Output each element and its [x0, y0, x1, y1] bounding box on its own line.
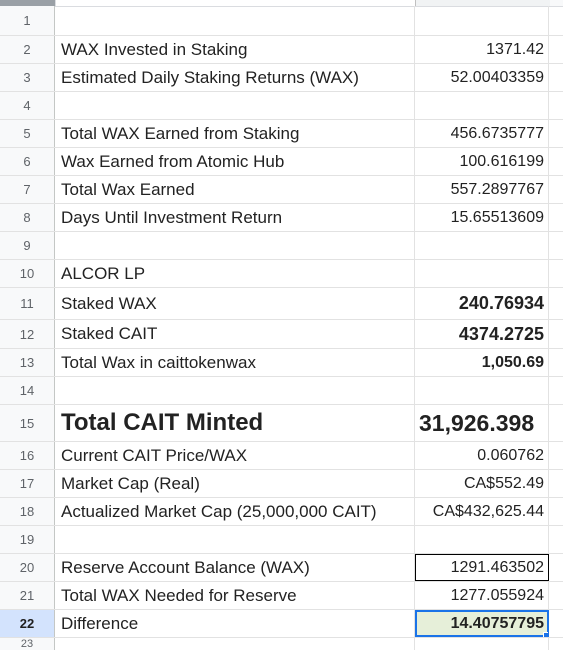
cell-b10[interactable] — [415, 260, 549, 287]
row-header[interactable]: 12 — [0, 320, 55, 348]
cell-b19[interactable] — [415, 526, 549, 553]
row-20 — [0, 554, 563, 582]
row-header[interactable]: 13 — [0, 349, 55, 376]
row-header[interactable]: 21 — [0, 582, 55, 609]
row-4 — [0, 92, 563, 120]
row-header[interactable]: 1 — [0, 6, 55, 35]
cell-b8[interactable]: 15.65513609 — [415, 204, 549, 231]
row-9 — [0, 232, 563, 260]
row-header[interactable]: 14 — [0, 377, 55, 404]
fill-handle[interactable] — [543, 632, 549, 637]
row-14 — [0, 377, 563, 405]
row-header-selected[interactable]: 22 — [0, 610, 55, 637]
cell-a1[interactable] — [55, 6, 415, 35]
row-13 — [0, 349, 563, 377]
cell-a2[interactable]: WAX Invested in Staking — [55, 36, 415, 63]
cell-a7[interactable]: Total Wax Earned — [55, 176, 415, 203]
row-5 — [0, 120, 563, 148]
cell-b22-value: 14.40757795 — [450, 614, 544, 632]
cell-b9[interactable] — [415, 232, 549, 259]
cell-b15[interactable]: 31,926.398 — [415, 405, 549, 441]
cell-b12[interactable]: 4374.2725 — [415, 320, 549, 348]
cell-b16[interactable]: 0.060762 — [415, 442, 549, 469]
cell-b23[interactable] — [415, 638, 549, 650]
cell-a22[interactable]: Difference — [55, 610, 415, 637]
cell-a16[interactable]: Current CAIT Price/WAX — [55, 442, 415, 469]
cell-b11[interactable]: 240.76934 — [415, 288, 549, 319]
cell-b2[interactable]: 1371.42 — [415, 36, 549, 63]
cell-b13[interactable]: 1,050.69 — [415, 349, 549, 376]
row-2 — [0, 36, 563, 64]
row-10 — [0, 260, 563, 288]
row-15 — [0, 405, 563, 442]
cell-a13[interactable]: Total Wax in caittokenwax — [55, 349, 415, 376]
cell-b22-selected[interactable] — [415, 610, 549, 637]
cell-a4[interactable] — [55, 92, 415, 119]
cell-a23[interactable] — [55, 638, 415, 650]
row-header[interactable]: 4 — [0, 92, 55, 119]
cell-b1[interactable] — [415, 6, 549, 35]
cell-a12[interactable]: Staked CAIT — [55, 320, 415, 348]
row-21 — [0, 582, 563, 610]
row-3 — [0, 64, 563, 92]
cell-a6[interactable]: Wax Earned from Atomic Hub — [55, 148, 415, 175]
cell-a20[interactable]: Reserve Account Balance (WAX) — [55, 554, 415, 581]
row-22 — [0, 610, 563, 638]
row-header[interactable]: 17 — [0, 470, 55, 497]
row-header[interactable]: 23 — [0, 638, 55, 650]
cell-b21[interactable]: 1277.055924 — [415, 582, 549, 609]
row-header[interactable]: 7 — [0, 176, 55, 203]
cell-b18[interactable]: CA$432,625.44 — [415, 498, 549, 525]
row-6 — [0, 148, 563, 176]
cell-a21[interactable]: Total WAX Needed for Reserve — [55, 582, 415, 609]
row-header[interactable]: 19 — [0, 526, 55, 553]
row-17 — [0, 470, 563, 498]
cell-a14[interactable] — [55, 377, 415, 404]
cell-b14[interactable] — [415, 377, 549, 404]
cell-b17[interactable]: CA$552.49 — [415, 470, 549, 497]
row-16 — [0, 442, 563, 470]
cell-a15[interactable]: Total CAIT Minted — [55, 405, 415, 441]
cell-b20[interactable]: 1291.463502 — [415, 554, 549, 581]
row-1 — [0, 6, 563, 36]
row-header[interactable]: 10 — [0, 260, 55, 287]
cell-a10[interactable]: ALCOR LP — [55, 260, 415, 287]
cell-b7[interactable]: 557.2897767 — [415, 176, 549, 203]
row-header[interactable]: 16 — [0, 442, 55, 469]
cell-a17[interactable]: Market Cap (Real) — [55, 470, 415, 497]
row-header[interactable]: 15 — [0, 405, 55, 441]
row-7 — [0, 176, 563, 204]
row-header[interactable]: 9 — [0, 232, 55, 259]
cell-a9[interactable] — [55, 232, 415, 259]
row-18 — [0, 498, 563, 526]
row-12 — [0, 320, 563, 349]
cell-b5[interactable]: 456.6735777 — [415, 120, 549, 147]
row-header[interactable]: 5 — [0, 120, 55, 147]
cell-a19[interactable] — [55, 526, 415, 553]
cell-a11[interactable]: Staked WAX — [55, 288, 415, 319]
row-header[interactable]: 6 — [0, 148, 55, 175]
cell-a18[interactable]: Actualized Market Cap (25,000,000 CAIT) — [55, 498, 415, 525]
cell-b6[interactable]: 100.616199 — [415, 148, 549, 175]
cell-a8[interactable]: Days Until Investment Return — [55, 204, 415, 231]
row-11 — [0, 288, 563, 320]
row-header[interactable]: 18 — [0, 498, 55, 525]
row-header[interactable]: 8 — [0, 204, 55, 231]
row-23 — [0, 638, 563, 650]
cell-a5[interactable]: Total WAX Earned from Staking — [55, 120, 415, 147]
row-header[interactable]: 2 — [0, 36, 55, 63]
row-19 — [0, 526, 563, 554]
row-header[interactable]: 3 — [0, 64, 55, 91]
cell-a3[interactable]: Estimated Daily Staking Returns (WAX) — [55, 64, 415, 91]
row-header[interactable]: 20 — [0, 554, 55, 581]
cell-b4[interactable] — [415, 92, 549, 119]
row-8 — [0, 204, 563, 232]
row-header[interactable]: 11 — [0, 288, 55, 319]
cell-b3[interactable]: 52.00403359 — [415, 64, 549, 91]
